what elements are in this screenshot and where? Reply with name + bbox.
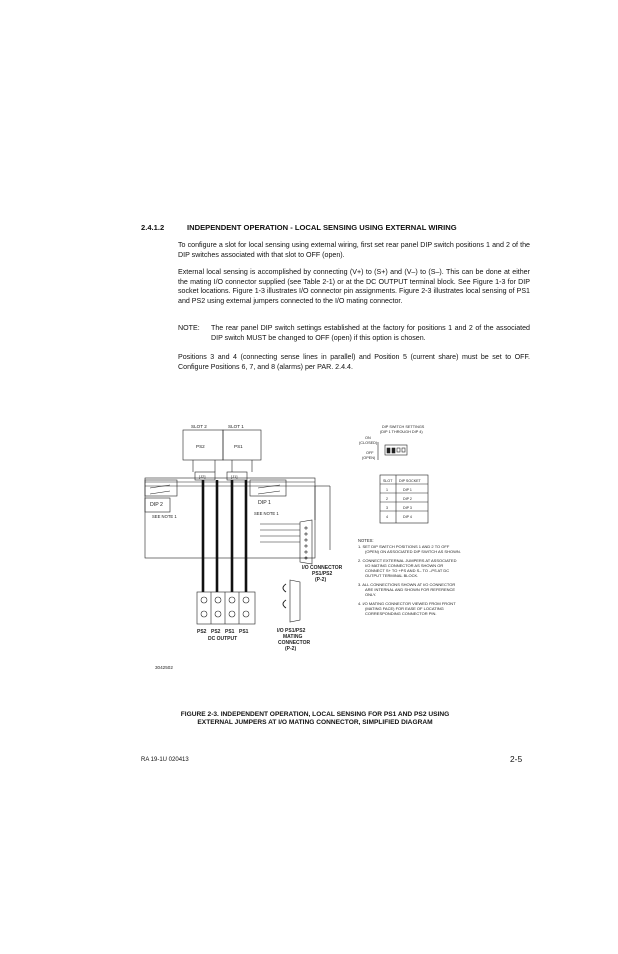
document-code: RA 19-1U 020413 (141, 757, 189, 763)
slot1-label: SLOT 1 (228, 424, 244, 429)
table-row-slot: 1 (386, 488, 388, 492)
mating-label-1: I/O PS1/PS2 (277, 628, 306, 634)
table-head-dip: DIP SOCKET (399, 479, 421, 483)
note-text: The rear panel DIP switch settings established at the factory for positions 1 and 2 of the associated DIP switch MUST be changed to OFF (open) if this option is chosen. (211, 324, 530, 342)
note-4-line: CORRESPONDING CONNECTOR PIN. (365, 611, 437, 616)
table-row-slot: 3 (386, 506, 388, 510)
on-label: ON (365, 436, 371, 440)
terminal-label: PS1 (225, 629, 235, 635)
dip-settings-title-1: DIP SWITCH SETTINGS (382, 425, 425, 429)
j2-label: [J2] (199, 474, 206, 479)
table-row-dip: DIP 4 (403, 515, 412, 519)
paragraph-1: To configure a slot for local sensing using external wiring, first set rear panel DIP switch positions 1 and 2 of the DIP switches associated with that slot to OFF (open). (178, 241, 530, 259)
j1-label: [J1] (231, 474, 238, 479)
terminal-label: PS2 (211, 629, 221, 635)
dip1-label: DIP 1 (258, 500, 271, 506)
note-label: NOTE: (178, 324, 200, 332)
dc-output-label: DC OUTPUT (208, 636, 238, 642)
note-1-line: 1. SET DIP SWITCH POSITIONS 1 AND 2 TO OFF (358, 544, 450, 549)
section-number: 2.4.1.2 (141, 223, 165, 232)
figure-caption-line1: FIGURE 2-3. INDEPENDENT OPERATION, LOCAL SENSING FOR PS1 AND PS2 USING (180, 711, 450, 718)
io-connector-label-3: (P-2) (315, 577, 327, 583)
dip2-switch (145, 480, 177, 496)
table-row-slot: 2 (386, 497, 388, 501)
note-2-line: OUTPUT TERMINAL BLOCK. (365, 573, 419, 578)
table-row-dip: DIP 1 (403, 488, 412, 492)
see-note-label-2: SEE NOTE 1 (152, 514, 177, 519)
mating-label-3: CONNECTOR (278, 640, 311, 646)
table-row-dip: DIP 3 (403, 506, 412, 510)
table-row-dip: DIP 2 (403, 497, 412, 501)
paragraph-2: External local sensing is accomplished by connecting (V+) to (S+) and (V–) to (S–). This can be done at either the mating I/O connector supplied (see Table 2-1) or at the DC OUTPUT terminal block. See Figure 1-3 for DIP socket locations. Figure 1-3 illustrates I/O connector pin assignments. Figure 2-3 illustrates local sensing of PS1 and PS2 using external jumpers connected to the I/O mating connector. (178, 268, 530, 305)
page-number: 2-5 (510, 754, 523, 764)
open-label: (OPEN) (362, 456, 376, 460)
dip-settings-title-2: (DIP 1 THROUGH DIP 4) (380, 430, 423, 434)
off-label: OFF (366, 451, 374, 455)
note-3-line: 3. ALL CONNECTIONS SHOWN AT I/O CONNECTOR (358, 582, 456, 587)
note-4-line: 4. I/O MATING CONNECTOR VIEWED FROM FRONT (358, 601, 456, 606)
note-4-line: (MATING FACE) FOR EASE OF LOCATING (365, 606, 444, 611)
note-2-line: I/O MATING CONNECTOR AS SHOWN OR (365, 563, 444, 568)
section-title: INDEPENDENT OPERATION - LOCAL SENSING USING EXTERNAL WIRING (187, 223, 457, 232)
mating-label-4: (P-2) (285, 646, 297, 652)
notes-title: NOTES: (358, 538, 374, 543)
io-connector-shape (300, 520, 312, 564)
table-head-slot: SLOT (383, 479, 393, 483)
note-2-line: CONNECT S+ TO +PS AND S– TO –PS AT DC (365, 568, 450, 573)
note-2-line: 2. CONNECT EXTERNAL JUMPERS AT ASSOCIATED (358, 558, 457, 563)
note-3-line: ARE INTERNAL AND SHOWN FOR REFERENCE (365, 587, 456, 592)
figure-caption-line2: EXTERNAL JUMPERS AT I/O MATING CONNECTOR, SIMPLIFIED DIAGRAM (197, 719, 433, 726)
drawing-number: 3042502 (155, 665, 173, 670)
dip2-label: DIP 2 (150, 502, 163, 508)
terminal-label: PS1 (239, 629, 249, 635)
ps1-label: PS1 (234, 444, 243, 449)
note-1-line: (OPEN) ON ASSOCIATED DIP SWITCH AS SHOWN. (365, 549, 461, 554)
wiring-diagram (140, 420, 525, 680)
note-3-line: ONLY. (365, 592, 377, 597)
io-connector-label-1: I/O CONNECTOR (302, 565, 343, 571)
io-connector-label-2: PS1/PS2 (312, 571, 333, 577)
mating-label-2: MATING (283, 634, 303, 640)
table-row-slot: 4 (386, 515, 388, 519)
slot2-label: SLOT 2 (191, 424, 207, 429)
ps2-label: PS2 (196, 444, 205, 449)
terminal-label: PS2 (197, 629, 207, 635)
dip1-switch (250, 480, 286, 496)
paragraph-3: Positions 3 and 4 (connecting sense lines in parallel) and Position 5 (current share) must be set to OFF. Configure Positions 6, 7, and 8 (alarms) per PAR. 2.4.4. (178, 353, 530, 371)
closed-label: (CLOSED) (359, 441, 378, 445)
see-note-label-1: SEE NOTE 1 (254, 511, 279, 516)
mating-connector-shape (290, 580, 300, 622)
